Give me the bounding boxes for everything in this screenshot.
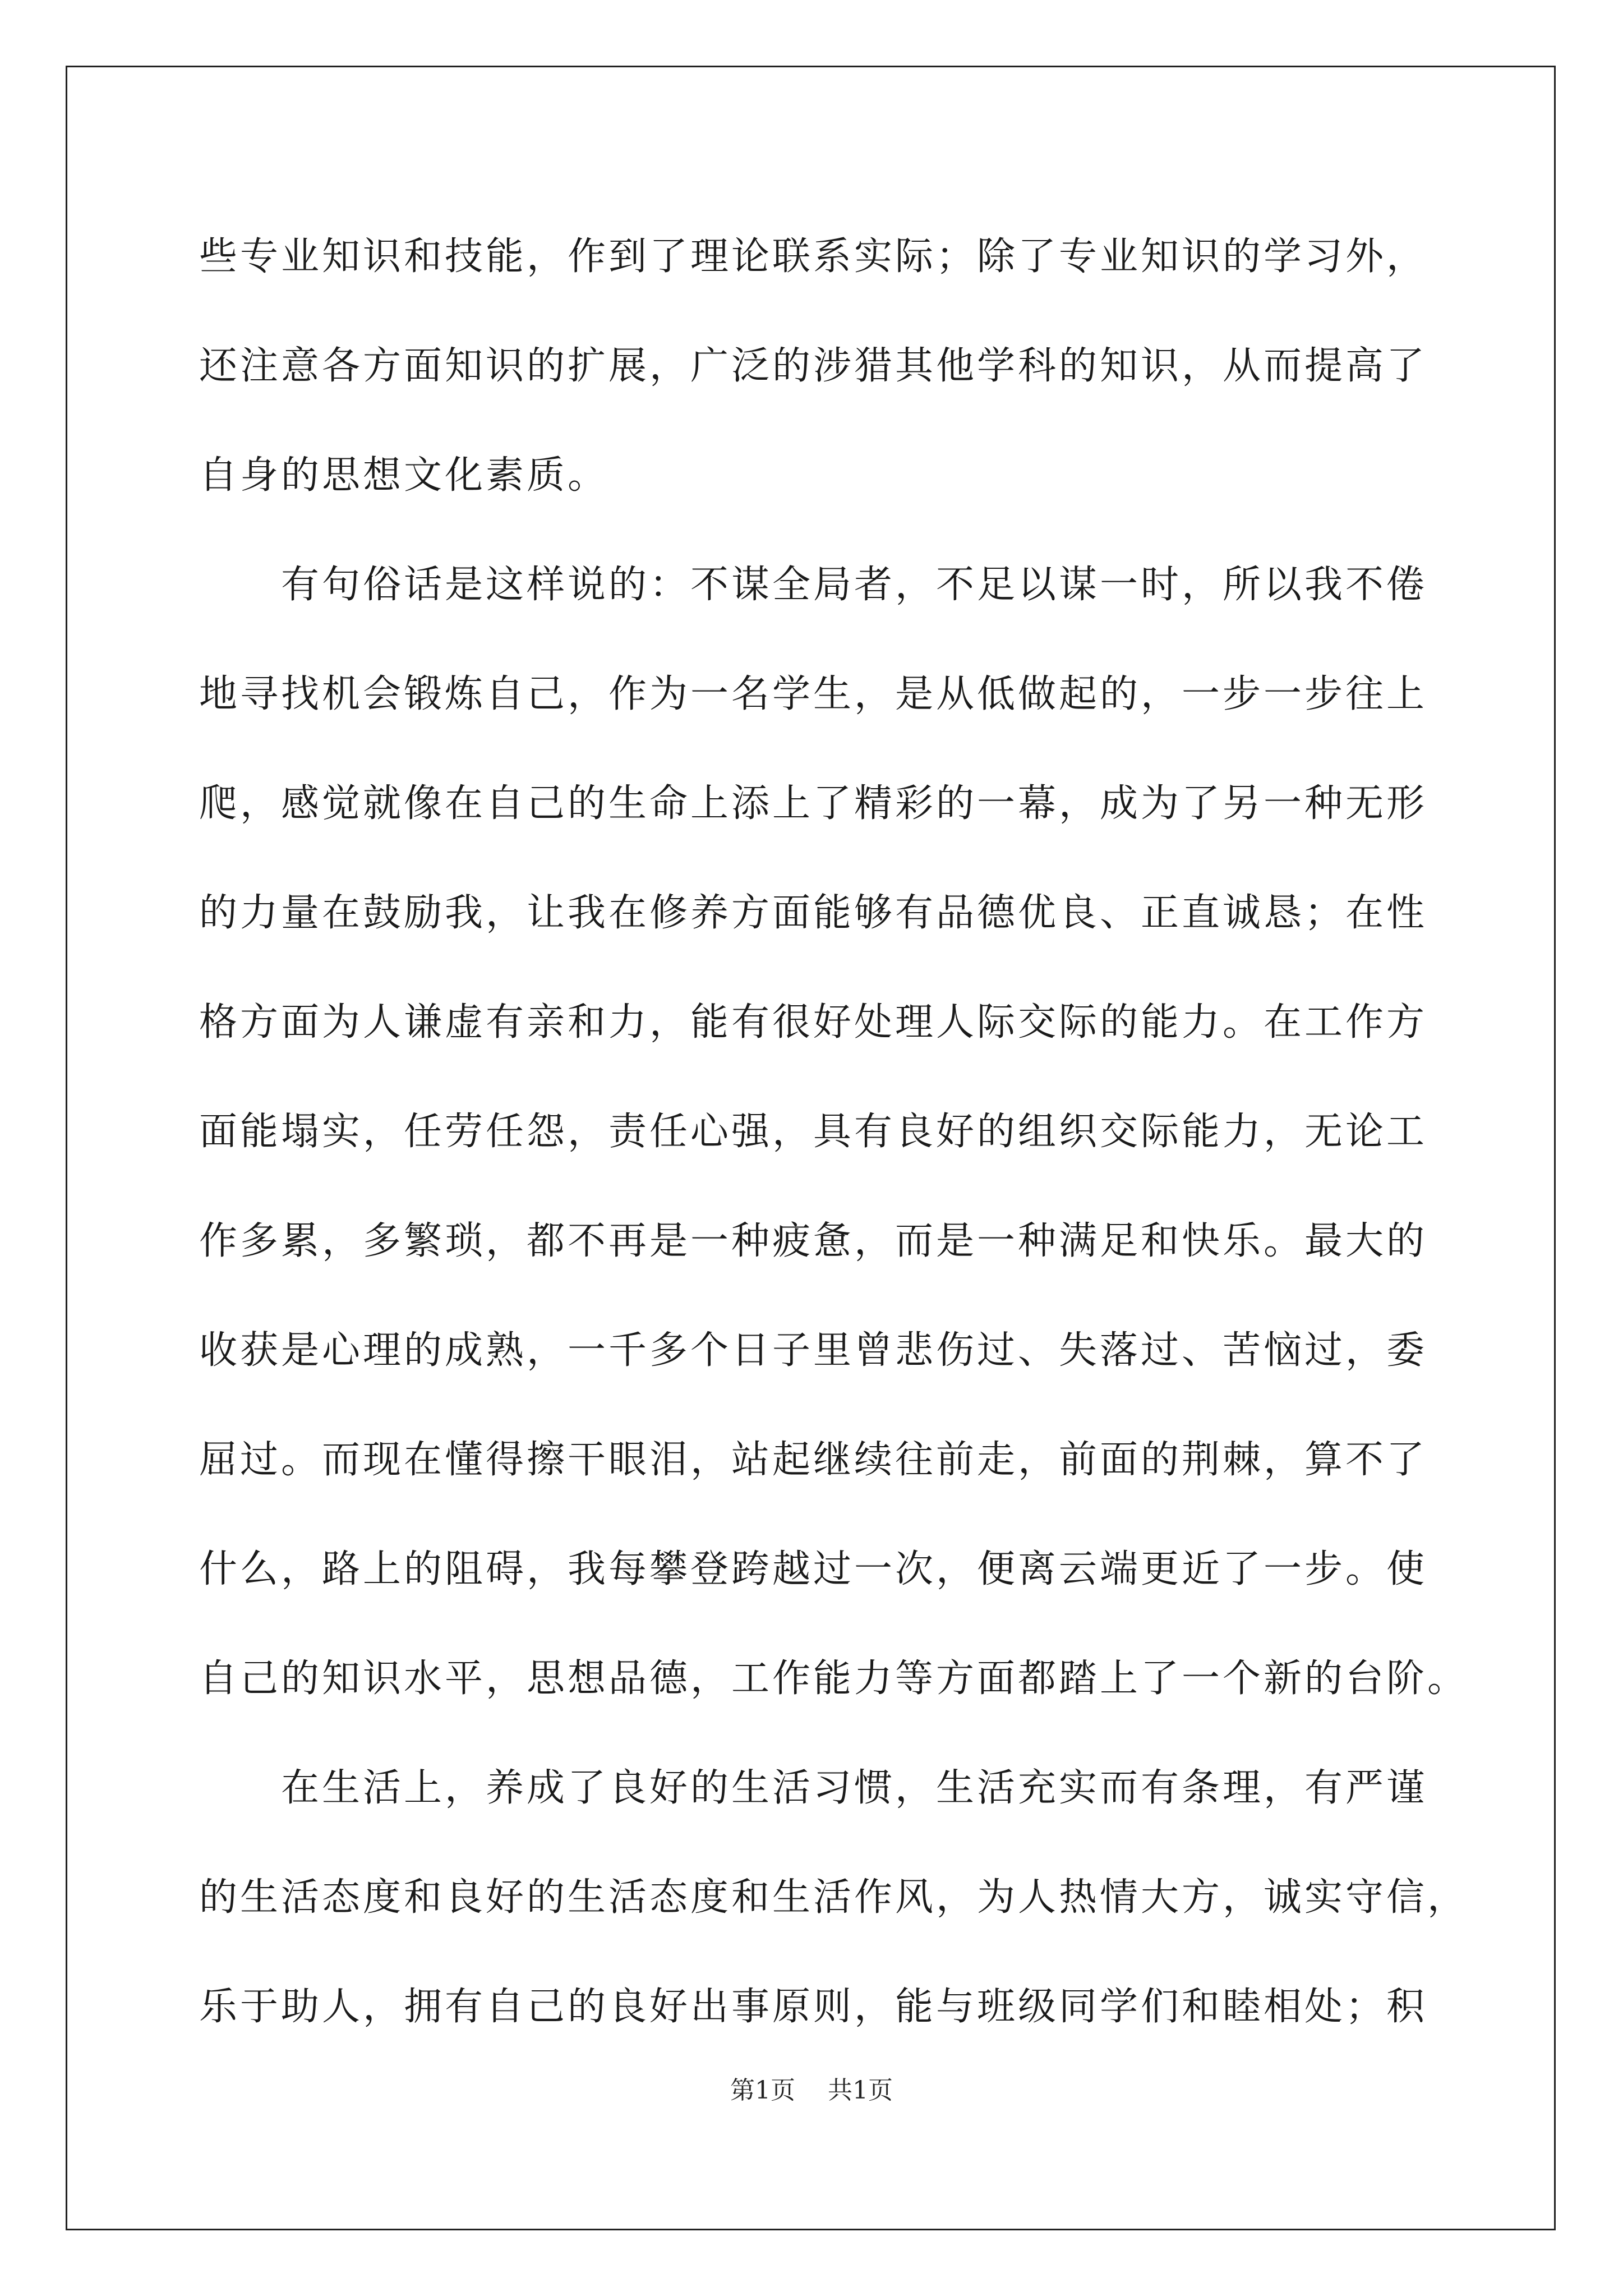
text-line: 什么，路上的阻碍，我每攀登跨越过一次，便离云端更近了一步。使: [199, 1547, 1428, 1591]
text-line: 自己的知识水平，思想品德，工作能力等方面都踏上了一个新的台阶。: [199, 1657, 1469, 1701]
text-line: 乐于助人，拥有自己的良好出事原则，能与班级同学们和睦相处；积: [199, 1985, 1428, 2029]
text-line: 还注意各方面知识的扩展，广泛的涉猎其他学科的知识，从而提高了: [199, 344, 1428, 388]
text-line: 作多累，多繁琐，都不再是一种疲惫，而是一种满足和快乐。最大的: [199, 1219, 1428, 1263]
text-line: 屈过。而现在懂得擦干眼泪，站起继续往前走，前面的荆棘，算不了: [199, 1438, 1428, 1482]
text-line: 有句俗话是这样说的：不谋全局者，不足以谋一时，所以我不倦: [199, 563, 1428, 607]
text-line: 自身的思想文化素质。: [199, 453, 609, 498]
text-line: 地寻找机会锻炼自己，作为一名学生，是从低做起的，一步一步往上: [199, 672, 1428, 716]
text-line: 些专业知识和技能，作到了理论联系实际；除了专业知识的学习外，: [199, 234, 1428, 279]
text-line: 收获是心理的成熟，一千多个日子里曾悲伤过、失落过、苦恼过，委: [199, 1328, 1428, 1373]
page-total: 共1页: [828, 2076, 893, 2105]
text-line: 格方面为人谦虚有亲和力，能有很好处理人际交际的能力。在工作方: [199, 1000, 1428, 1045]
text-line: 在生活上，养成了良好的生活习惯，生活充实而有条理，有严谨: [199, 1766, 1428, 1810]
text-line: 面能塌实，任劳任怨，责任心强，具有良好的组织交际能力，无论工: [199, 1110, 1428, 1154]
page-number: 第1页: [730, 2076, 795, 2105]
text-line: 的生活态度和良好的生活态度和生活作风，为人热情大方，诚实守信，: [199, 1875, 1469, 1920]
document-body: [199, 202, 1469, 2062]
page-footer: [0, 2070, 1623, 2106]
text-line: 的力量在鼓励我，让我在修养方面能够有品德优良、正直诚恳；在性: [199, 891, 1428, 935]
text-line: 爬，感觉就像在自己的生命上添上了精彩的一幕，成为了另一种无形: [199, 781, 1428, 826]
